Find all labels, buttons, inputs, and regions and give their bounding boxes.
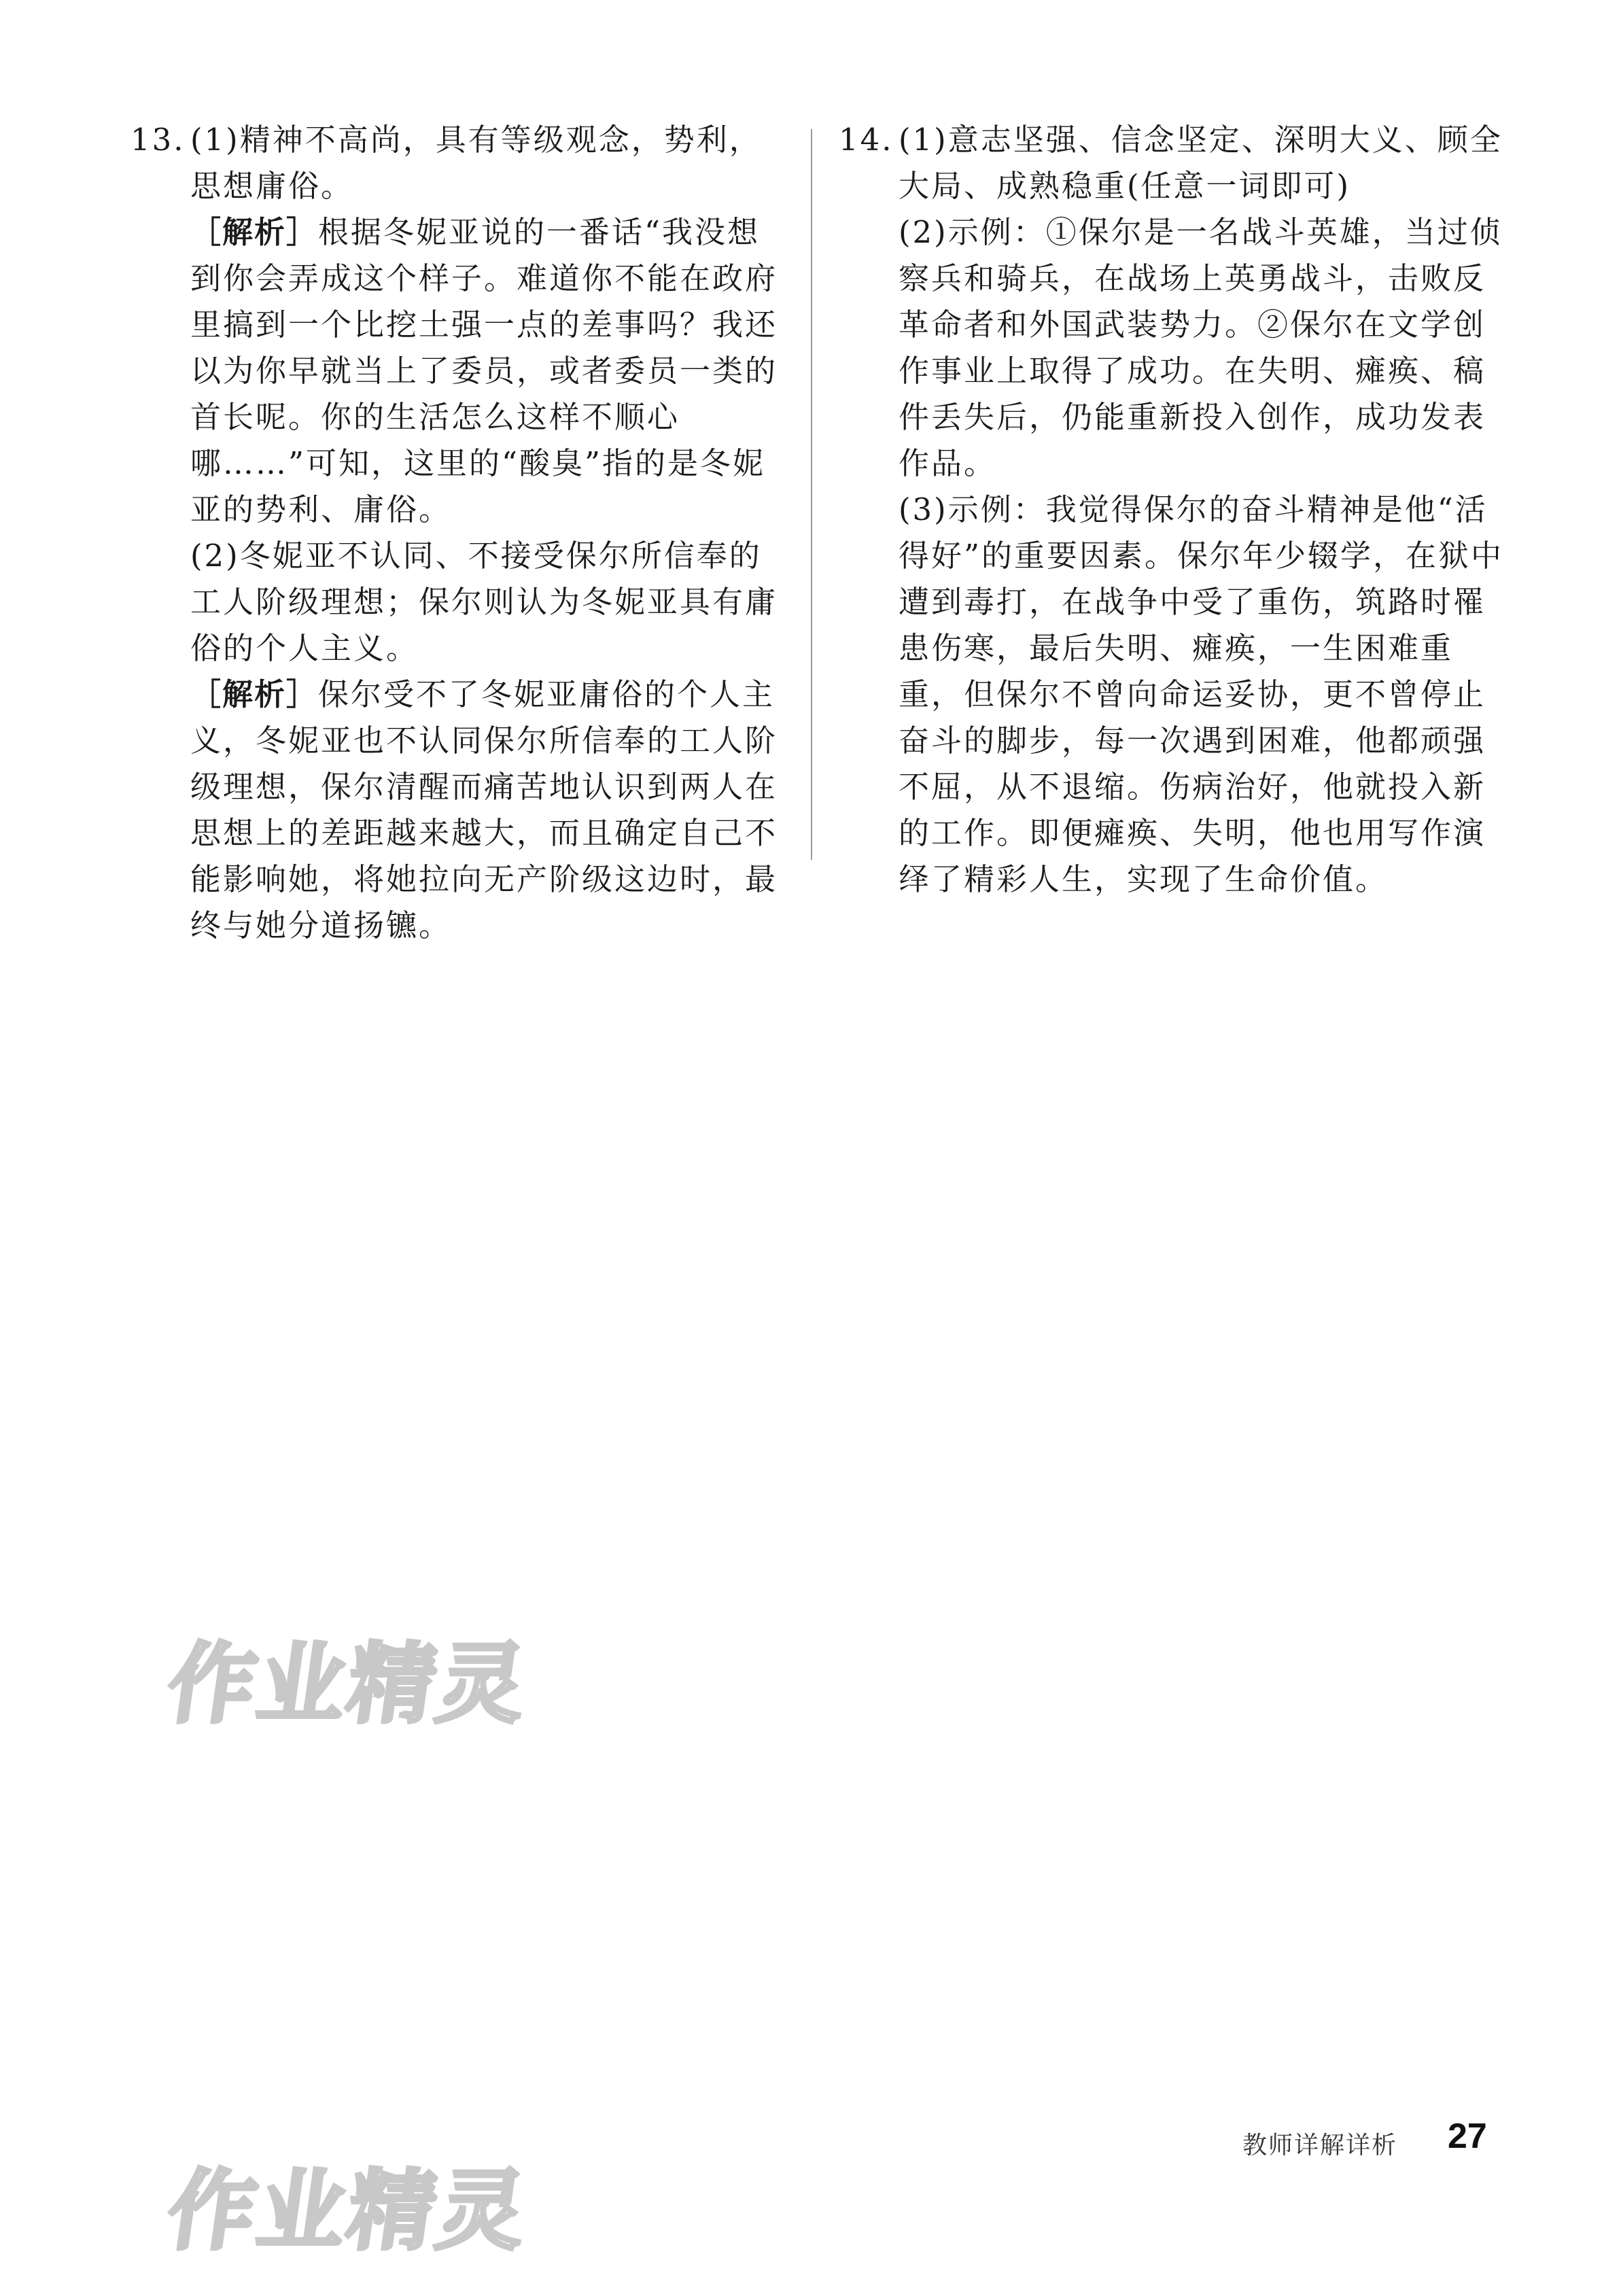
column-divider [811, 129, 812, 860]
q13-part1-analysis [190, 209, 783, 533]
question-14 [839, 117, 1505, 903]
q14-part2: (2)示例：①保尔是一名战斗英雄，当过侦察兵和骑兵，在战场上英勇战斗，击败反革命者和外国武装势力。②保尔在文学创作事业上取得了成功。在失明、瘫痪、稿件丢失后，仍能重新投入创作，成功发表作品。 [899, 214, 1503, 481]
question-13 [130, 117, 783, 949]
analysis-tag: ［解析］ [190, 676, 319, 712]
question-number: 14. [839, 122, 894, 158]
page-number: 27 [1448, 2117, 1487, 2156]
q13-part2-analysis [190, 672, 783, 949]
footer-label: 教师详解详析 [1242, 2132, 1398, 2159]
question-number: 13. [130, 122, 186, 158]
q13-part1-answer: (1)精神不高尚，具有等级观念，势利，思想庸俗。 [190, 122, 762, 204]
analysis-tag: ［解析］ [190, 214, 319, 250]
q13-part2-answer: (2)冬妮亚不认同、不接受保尔所信奉的工人阶级理想；保尔则认为冬妮亚具有庸俗的个人主义。 [190, 538, 778, 666]
watermark-logo: 作业精灵 [161, 1634, 535, 1735]
q14-part3: (3)示例：我觉得保尔的奋斗精神是他“活得好”的重要因素。保尔年少辍学，在狱中遭到毒打，在战争中受了重伤，筑路时罹患伤寒，最后失明、瘫痪，一生困难重重，但保尔不曾向命运妥协，更不曾停止奋斗的脚步，每一次遇到困难，他都顽强不屈，从不退缩。伤病治好，他就投入新的工作。即便瘫痪、失明，他也用写作演绎了精彩人生，实现了生命价值。 [899, 491, 1504, 897]
watermark-logo: 作业精灵 [161, 2161, 535, 2262]
q14-part1: (1)意志坚强、信念坚定、深明大义、顾全大局、成熟稳重(任意一词即可) [899, 122, 1503, 204]
analysis-text: 保尔受不了冬妮亚庸俗的个人主义，冬妮亚也不认同保尔所信奉的工人阶级理想，保尔清醒而痛苦地认识到两人在思想上的差距越来越大，而且确定自己不能影响她，将她拉向无产阶级这边时，最终与她分道扬镳。 [190, 676, 778, 943]
analysis-text: 根据冬妮亚说的一番话“我没想到你会弄成这个样子。难道你不能在政府里搞到一个比挖土强一点的差事吗？我还以为你早就当上了委员，或者委员一类的首长呢。你的生活怎么这样不顺心哪……”可知，这里的“酸臭”指的是冬妮亚的势利、庸俗。 [190, 214, 778, 527]
